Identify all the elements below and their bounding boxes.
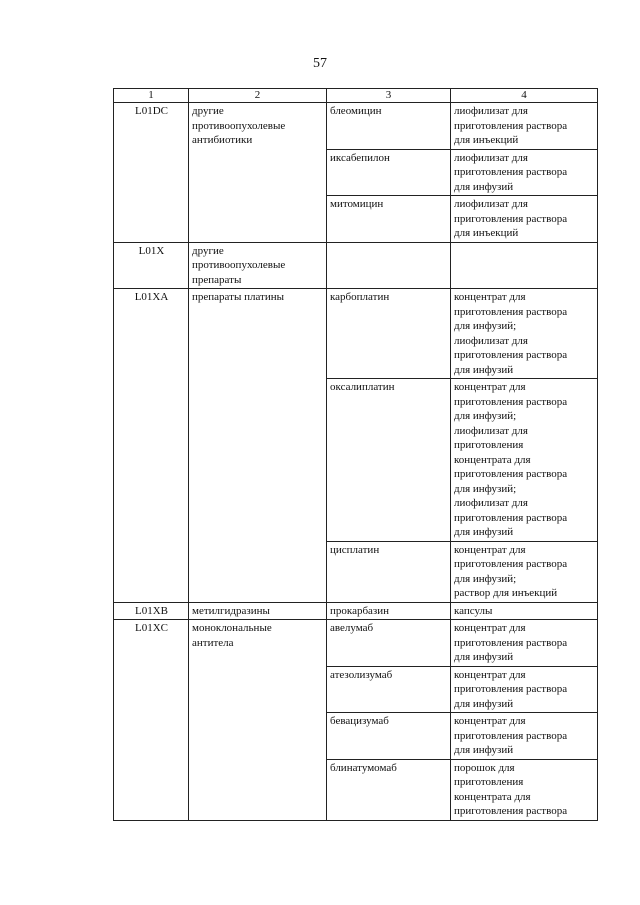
page-number: 57: [313, 56, 327, 71]
drug-name-cell: оксалиплатин: [327, 379, 451, 542]
drug-name-cell: карбоплатин: [327, 289, 451, 379]
dosage-form-line: приготовления раствора: [454, 349, 568, 361]
dosage-form-line: для инфузий;: [454, 482, 517, 495]
dosage-form-line: концентрат для: [454, 543, 526, 556]
atc-code-cell: L01XC: [114, 620, 189, 821]
dosage-form-line: для инъекций: [454, 227, 519, 239]
drug-name-cell: иксабепилон: [327, 149, 451, 196]
dosage-form-cell: [451, 713, 598, 760]
group-name-cell: [189, 242, 327, 289]
dosage-form-line: приготовления раствора: [454, 729, 568, 742]
group-name-cell: [189, 289, 327, 603]
group-name-line: метилгидразины: [192, 604, 270, 617]
table-body: [114, 103, 598, 821]
dosage-form-cell: [451, 759, 598, 820]
dosage-form-line: лиофилизат для: [454, 424, 528, 437]
atc-code-cell: L01X: [114, 242, 189, 289]
dosage-form-line: для инфузий;: [454, 410, 517, 422]
group-name-line: антитела: [192, 636, 234, 649]
dosage-form-line: приготовления раствора: [454, 683, 568, 695]
column-header: 3: [327, 89, 451, 103]
dosage-form-line: концентрат для: [454, 715, 526, 727]
dosage-form-line: приготовления раствора: [454, 636, 568, 649]
table-row: [114, 602, 598, 620]
dosage-form-cell: [451, 666, 598, 713]
table-row: [114, 103, 598, 150]
dosage-form-cell: [451, 620, 598, 667]
group-name-cell: [189, 602, 327, 620]
drug-name-cell: митомицин: [327, 196, 451, 243]
dosage-form-line: для инфузий: [454, 651, 514, 663]
dosage-form-cell: [451, 541, 598, 602]
drug-name-cell: цисплатин: [327, 541, 451, 602]
dosage-form-line: порошок для: [454, 761, 515, 774]
group-name-line: другие: [192, 105, 224, 117]
dosage-form-line: приготовления раствора: [454, 119, 568, 132]
group-name-line: противоопухолевые: [192, 119, 286, 132]
dosage-form-line: для инфузий: [454, 363, 514, 376]
dosage-form-line: приготовления раствора: [454, 305, 568, 318]
drug-name-cell: [327, 242, 451, 289]
dosage-form-line: концентрата для: [454, 790, 531, 803]
drug-name-cell: прокарбазин: [327, 602, 451, 620]
dosage-form-line: концентрата для: [454, 453, 531, 466]
dosage-form-line: капсулы: [454, 604, 493, 617]
dosage-form-line: приготовления раствора: [454, 212, 568, 225]
dosage-form-line: лиофилизат для: [454, 334, 528, 347]
dosage-form-cell: [451, 602, 598, 620]
drug-classification-table: [113, 88, 598, 821]
dosage-form-line: лиофилизат для: [454, 151, 528, 164]
atc-code-cell: L01XB: [114, 602, 189, 620]
group-name-cell: [189, 103, 327, 243]
dosage-form-line: лиофилизат для: [454, 105, 528, 117]
dosage-form-cell: [451, 289, 598, 379]
table-row: [114, 242, 598, 289]
dosage-form-cell: [451, 103, 598, 150]
dosage-form-cell: [451, 242, 598, 289]
dosage-form-cell: [451, 379, 598, 542]
dosage-form-line: приготовления: [454, 776, 524, 788]
group-name-line: моноклональные: [192, 622, 272, 634]
dosage-form-line: концентрат для: [454, 381, 526, 393]
drug-name-cell: блеомицин: [327, 103, 451, 150]
column-header: 1: [114, 89, 189, 103]
group-name-line: другие: [192, 244, 224, 257]
dosage-form-line: приготовления раствора: [454, 511, 568, 524]
atc-code-cell: L01DC: [114, 103, 189, 243]
dosage-form-line: концентрат для: [454, 291, 526, 303]
group-name-line: препараты: [192, 273, 242, 286]
dosage-form-line: для инфузий;: [454, 572, 517, 585]
drug-name-cell: атезолизумаб: [327, 666, 451, 713]
dosage-form-line: для инфузий: [454, 744, 514, 756]
dosage-form-line: приготовления раствора: [454, 468, 568, 480]
atc-code-cell: L01XA: [114, 289, 189, 603]
dosage-form-line: концентрат для: [454, 622, 526, 634]
dosage-form-line: для инфузий;: [454, 320, 517, 332]
dosage-form-line: приготовления раствора: [454, 395, 568, 408]
dosage-form-cell: [451, 149, 598, 196]
group-name-line: противоопухолевые: [192, 259, 286, 271]
dosage-form-line: лиофилизат для: [454, 198, 528, 210]
group-name-line: антибиотики: [192, 134, 253, 146]
dosage-form-line: для инфузий: [454, 697, 514, 710]
dosage-form-line: для инфузий: [454, 526, 514, 538]
dosage-form-line: приготовления раствора: [454, 166, 568, 178]
table-header-row: [114, 89, 598, 103]
drug-name-cell: бевацизумаб: [327, 713, 451, 760]
drug-name-cell: авелумаб: [327, 620, 451, 667]
table-row: [114, 620, 598, 667]
dosage-form-cell: [451, 196, 598, 243]
dosage-form-line: приготовления раствора: [454, 558, 568, 570]
group-name-cell: [189, 620, 327, 821]
dosage-form-line: концентрат для: [454, 668, 526, 681]
dosage-form-line: для инъекций: [454, 134, 519, 146]
dosage-form-line: приготовления раствора: [454, 805, 568, 817]
column-header: 2: [189, 89, 327, 103]
drug-name-cell: блинатумомаб: [327, 759, 451, 820]
dosage-form-line: для инфузий: [454, 180, 514, 193]
column-header: 4: [451, 89, 598, 103]
table-row: [114, 289, 598, 379]
dosage-form-line: раствор для инъекций: [454, 587, 558, 599]
dosage-form-line: приготовления: [454, 439, 524, 451]
dosage-form-line: лиофилизат для: [454, 497, 528, 509]
group-name-line: препараты платины: [192, 291, 285, 303]
